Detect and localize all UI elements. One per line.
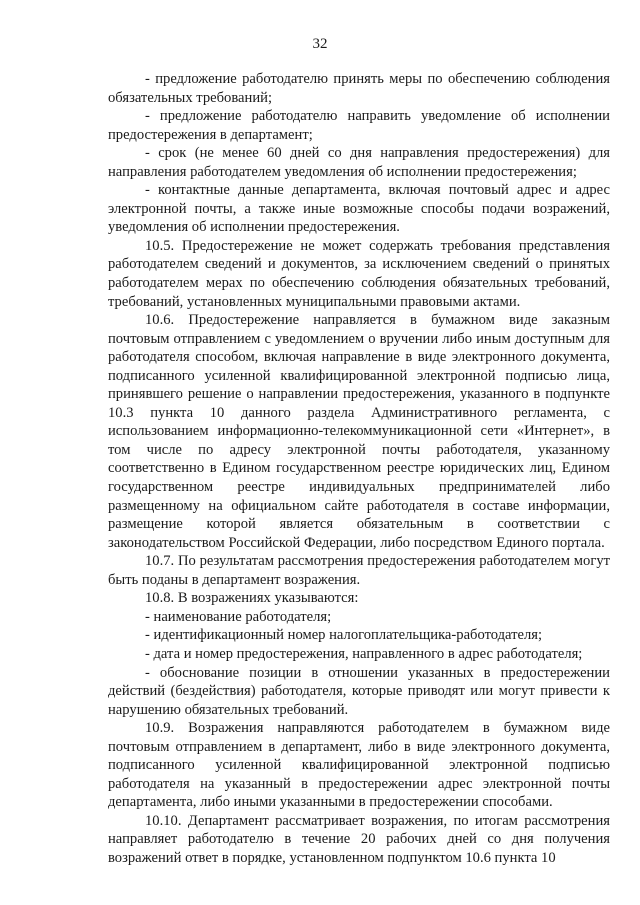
clause-10-7: 10.7. По результатам рассмотрения предостережения работодателем могут быть поданы в департамент возражения. <box>108 553 610 588</box>
clause-10-5: 10.5. Предостережение не может содержать требования представления работодателем сведений и документов, за исключением сведений о принятых работодателем мерах по обеспечению соблюдения обязательных требований, требований, установленных муниципальными правовыми актами. <box>108 237 610 310</box>
bullet-employer-name: - наименование работодателя; <box>145 608 332 625</box>
page-number: 32 <box>312 36 328 52</box>
bullet-proposal-measures: - предложение работодателю принять меры по обеспечению соблюдения обязательных требований; <box>108 71 610 106</box>
bullet-proposal-notice: - предложение работодателю направить уведомление об исполнении предостережения в департамент; <box>108 108 610 143</box>
bullet-deadline: - срок (не менее 60 дней со дня направления предостережения) для направления работодателем уведомления об исполнении предостережения; <box>108 145 610 180</box>
clause-10-6: 10.6. Предостережение направляется в бумажном виде заказным почтовым отправлением с уведомлением о вручении либо иным доступным для работодателя способом, включая направление в виде электронного документа, подписанного усиленной квалифицированной электронной подписью лица, принявшего решение о направлении предостережения, указанного в подпункте 10.3 пункта 10 данного раздела Административного регламента, с использованием информационно-телекоммуникационной сети «Интернет», в том числе по адресу электронной почты работодателя, указанному соответственно в Едином государственном реестре юридических лиц, Едином государственном реестре индивидуальных предпринимателей либо размещенному на официальном сайте работодателя в составе информации, размещение которой является обязательным в соответствии с законодательством Российской Федерации, либо посредством Единого портала. <box>108 312 610 551</box>
clause-10-9: 10.9. Возражения направляются работодателем в бумажном виде почтовым отправлением в департамент, либо в виде электронного документа, подписанного усиленной квалифицированной электронной подписью работодателя на указанный в предостережении адрес электронной почты департамента, либо иными указанными в предостережении способами. <box>108 720 610 811</box>
bullet-taxpayer-id: - идентификационный номер налогоплательщика-работодателя; <box>145 627 543 644</box>
bullet-warning-date-number: - дата и номер предостережения, направленного в адрес работодателя; <box>145 645 583 662</box>
clause-10-10: 10.10. Департамент рассматривает возражения, по итогам рассмотрения направляет работодателю в течение 20 рабочих дней со дня получения возражений ответ в порядке, установленном подпунктом 10.6 пункта 10 <box>108 812 610 866</box>
document-body <box>108 70 610 868</box>
bullet-contact-data: - контактные данные департамента, включая почтовый адрес и адрес электронной почты, а также иные возможные способы подачи возражений, уведомления об исполнении предостережения. <box>108 182 610 236</box>
bullet-justification: - обоснование позиции в отношении указанных в предостережении действий (бездействия) работодателя, которые приводят или могут привести к нарушению обязательных требований. <box>108 664 610 718</box>
clause-10-8: 10.8. В возражениях указываются: <box>145 590 359 607</box>
